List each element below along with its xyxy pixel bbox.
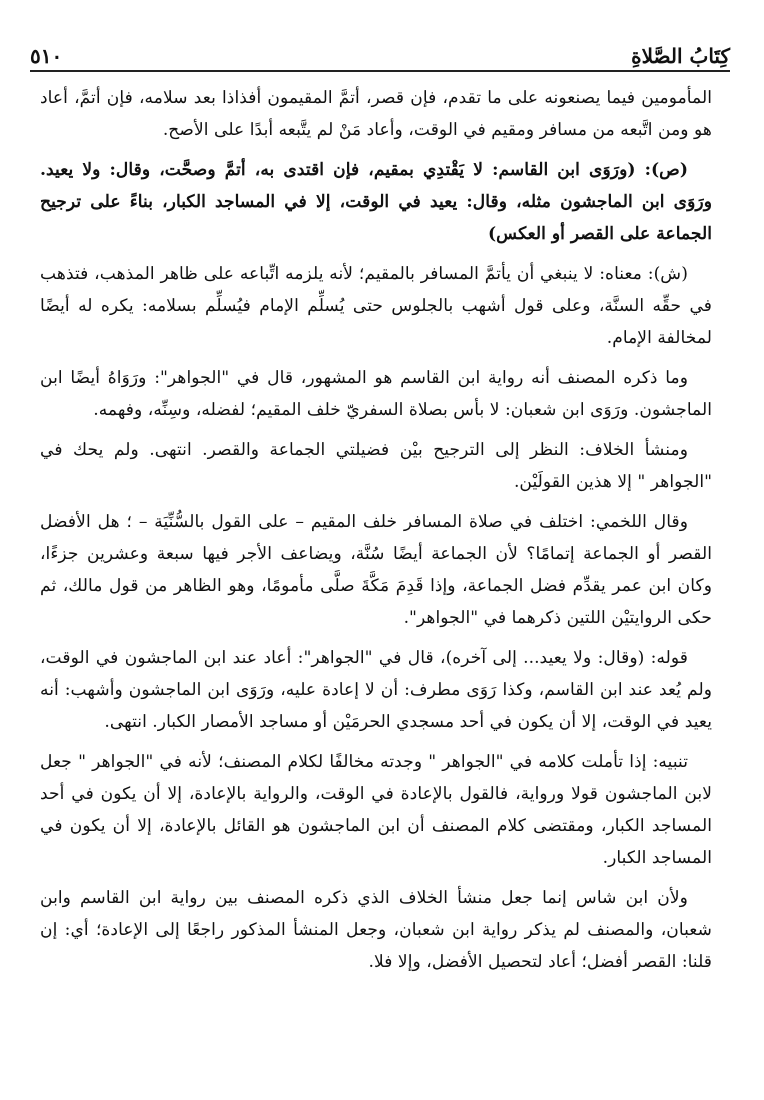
page-body bbox=[40, 82, 712, 986]
page-number: ٥١٠ bbox=[30, 44, 63, 68]
paragraph: ومنشأ الخلاف: النظر إلى الترجيح بيْن فضيلتي الجماعة والقصر. انتهى. ولم يحك في "الجواهر " إلا هذين القولَيْن. bbox=[40, 440, 712, 492]
chapter-title: كِتَابُ الصَّلاةِ bbox=[631, 44, 730, 68]
header-rule bbox=[30, 70, 730, 72]
commentary-paragraph: (ش): معناه: لا ينبغي أن يأتمَّ المسافر بالمقيم؛ لأنه يلزمه اتِّباعه على ظاهر المذهب، فتذهب في حقِّه السنَّة، وعلى قول أشهب بالجلوس حتى يُسلِّم الإمام فيُسلِّم بسلامه: يكره له أيضًا لمخالفة الإمام. bbox=[40, 264, 712, 348]
paragraph: وما ذكره المصنف أنه رواية ابن القاسم هو المشهور، قال في "الجواهر": ورَوَاهُ أيضًا ابن الماجشون. ورَوَى ابن شعبان: لا بأس بصلاة السفريّ خلف المقيم؛ لفضله، وسِنِّه، وفهمه. bbox=[40, 368, 712, 420]
quoted-text-paragraph: (ص): (ورَوَى ابن القاسم: لا يَقْتدِي بمقيم، فإن اقتدى به، أتمَّ وصحَّت، وقال: ولا يعيد. ورَوَى ابن الماجشون مثله، وقال: يعيد في الوقت، إلا في المساجد الكبار، بناءً على ترجيح الجماعة على القصر أو العكس) bbox=[40, 160, 712, 244]
paragraph: وقال اللخمي: اختلف في صلاة المسافر خلف المقيم – على القول بالسُّنِّيَة – ؛ هل الأفضل القصر أو الجماعة إتمامًا؟ لأن الجماعة أيضًا سُنَّة، ويضاعف الأجر فيها سبعة وعشرين جزءًا، وكان ابن عمر يقدِّم فضل الجماعة، وإذا قَدِمَ مَكَّةَ صلَّى مأمومًا، وهو الظاهر من قول مالك، ثم حكى الروايتيْن اللتين ذكرهما في "الجواهر". bbox=[40, 512, 712, 628]
paragraph: المأمومين فيما يصنعونه على ما تقدم، فإن قصر، أتمَّ المقيمون أفذاذا بعد سلامه، فإن أتمَّ، أعاد هو ومن اتَّبعه من مسافر ومقيم في الوقت، وأعاد مَنْ لم يتَّبعه أبدًا على الأصح. bbox=[40, 88, 712, 140]
note-paragraph: تنبيه: إذا تأملت كلامه في "الجواهر " وجدته مخالفًا لكلام المصنف؛ لأنه في "الجواهر " جعل لابن الماجشون قولا ورواية، فالقول بالإعادة في الوقت، والرواية بالإعادة، إلا أن يكون في أحد المساجد الكبار، ومقتضى كلام المصنف أن ابن الماجشون هو القائل بالإعادة، إلا أن يكون في المساجد الكبار. bbox=[40, 752, 712, 868]
paragraph: ولأن ابن شاس إنما جعل منشأ الخلاف الذي ذكره المصنف بين رواية ابن القاسم وابن شعبان، والمصنف لم يذكر رواية ابن شعبان، وجعل المنشأ المذكور راجعًا إلى الإعادة؛ أي: إن قلنا: القصر أفضل؛ أعاد لتحصيل الأفضل، وإلا فلا. bbox=[40, 888, 712, 972]
paragraph: قوله: (وقال: ولا يعيد... إلى آخره)، قال في "الجواهر": أعاد عند ابن الماجشون في الوقت، ولم يُعد عند ابن القاسم، وكذا رَوَى مطرف: أن لا إعادة عليه، ورَوَى ابن الماجشون وأشهب: أنه يعيد في الوقت، إلا أن يكون في أحد مسجدي الحرمَيْن أو مساجد الأمصار الكبار. انتهى. bbox=[40, 648, 712, 732]
page-header bbox=[30, 32, 730, 68]
